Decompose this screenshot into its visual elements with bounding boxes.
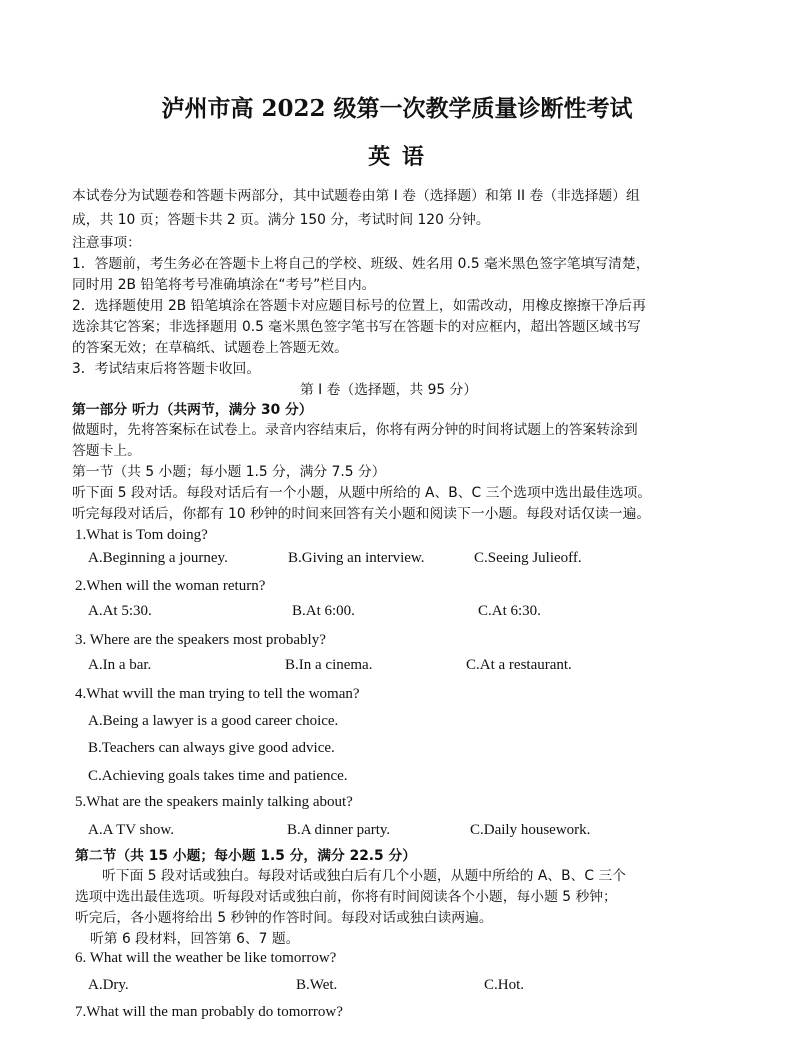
question-stem: 3. Where are the speakers most probably? <box>75 632 326 648</box>
section2-title: 第二节（共 15 小题；每小题 1.5 分，满分 22.5 分） <box>75 848 417 864</box>
section2-instruction: 听下面 5 段对话或独白。每段对话或独白后有几个小题，从题中所给的 A、B、C 三个 <box>102 868 626 884</box>
option-a: A.A TV show. <box>88 822 174 838</box>
material-note: 听第 6 段材料，回答第 6、7 题。 <box>90 931 300 947</box>
question-stem: 2.When will the woman return? <box>75 578 266 594</box>
option-a: A.Being a lawyer is a good career choice. <box>88 713 339 729</box>
option-c: C.Achieving goals takes time and patience. <box>88 768 348 784</box>
option-b: B.Wet. <box>296 977 338 993</box>
option-c: C.At 6:30. <box>478 603 541 619</box>
option-b: B.Teachers can always give good advice. <box>88 740 335 756</box>
option-b: B.Giving an interview. <box>288 550 425 566</box>
option-a: A.Beginning a journey. <box>88 550 228 566</box>
option-c: C.At a restaurant. <box>466 657 572 673</box>
notice-line: 2．选择题使用 2B 铅笔填涂在答题卡对应题目标号的位置上，如需改动，用橡皮擦擦干净后再 <box>72 298 646 314</box>
option-b: B.In a cinema. <box>285 657 373 673</box>
notice-line: 3．考试结束后将答题卡收回。 <box>72 361 261 377</box>
section1-instruction: 听下面 5 段对话。每段对话后有一个小题，从题中所给的 A、B、C 三个选项中选出最佳选项。 <box>72 485 652 501</box>
notice-title: 注意事项： <box>72 235 141 251</box>
option-c: C.Hot. <box>484 977 525 993</box>
option-c: C.Daily housework. <box>470 822 591 838</box>
option-b: B.A dinner party. <box>287 822 391 838</box>
question-stem: 4.What wvill the man trying to tell the woman? <box>75 686 360 702</box>
option-a: A.At 5:30. <box>88 603 152 619</box>
notice-line: 选涂其它答案；非选择题用 0.5 毫米黑色签字笔书写在答题卡的对应框内，超出答题区域书写 <box>72 319 641 335</box>
section2-instruction: 听完后，各小题将给出 5 秒钟的作答时间。每段对话或独白读两遍。 <box>75 910 493 926</box>
part1-title: 第一部分 听力（共两节，满分 30 分） <box>72 402 313 418</box>
option-a: A.In a bar. <box>88 657 152 673</box>
section2-instruction: 选项中选出最佳选项。听每段对话或独白前，你将有时间阅读各个小题，每小题 5 秒钟； <box>75 889 617 905</box>
volume-title: 第 I 卷（选择题，共 95 分） <box>300 382 478 398</box>
notice-line: 同时用 2B 铅笔将考号准确填涂在“考号”栏目内。 <box>72 277 376 293</box>
part1-instruction: 做题时，先将答案标在试卷上。录音内容结束后，你将有两分钟的时间将试题上的答案转涂到 <box>72 422 638 438</box>
part1-instruction: 答题卡上。 <box>72 443 141 459</box>
question-stem: 5.What are the speakers mainly talking about? <box>75 794 353 810</box>
intro-line: 本试卷分为试题卷和答题卡两部分，其中试题卷由第 I 卷（选择题）和第 II 卷（非选择题）组 <box>72 188 640 204</box>
question-stem: 6. What will the weather be like tomorrow? <box>75 950 337 966</box>
option-c: C.Seeing Julieoff. <box>474 550 582 566</box>
section1-title: 第一节（共 5 小题；每小题 1.5 分，满分 7.5 分） <box>72 464 386 480</box>
notice-line: 的答案无效；在草稿纸、试题卷上答题无效。 <box>72 340 348 356</box>
option-a: A.Dry. <box>88 977 129 993</box>
intro-line: 成，共 10 页；答题卡共 2 页。满分 150 分，考试时间 120 分钟。 <box>72 212 490 228</box>
subject-title: 英 语 <box>368 144 426 170</box>
option-b: B.At 6:00. <box>292 603 355 619</box>
question-stem: 1.What is Tom doing? <box>75 527 208 543</box>
question-stem: 7.What will the man probably do tomorrow? <box>75 1004 343 1020</box>
notice-line: 1．答题前，考生务必在答题卡上将自己的学校、班级、姓名用 0.5 毫米黑色签字笔填写清楚， <box>72 256 650 272</box>
section1-instruction: 听完每段对话后，你都有 10 秒钟的时间来回答有关小题和阅读下一小题。每段对话仅读一遍。 <box>72 506 651 522</box>
exam-title: 泸州市高 2022 级第一次教学质量诊断性考试 <box>161 95 633 122</box>
